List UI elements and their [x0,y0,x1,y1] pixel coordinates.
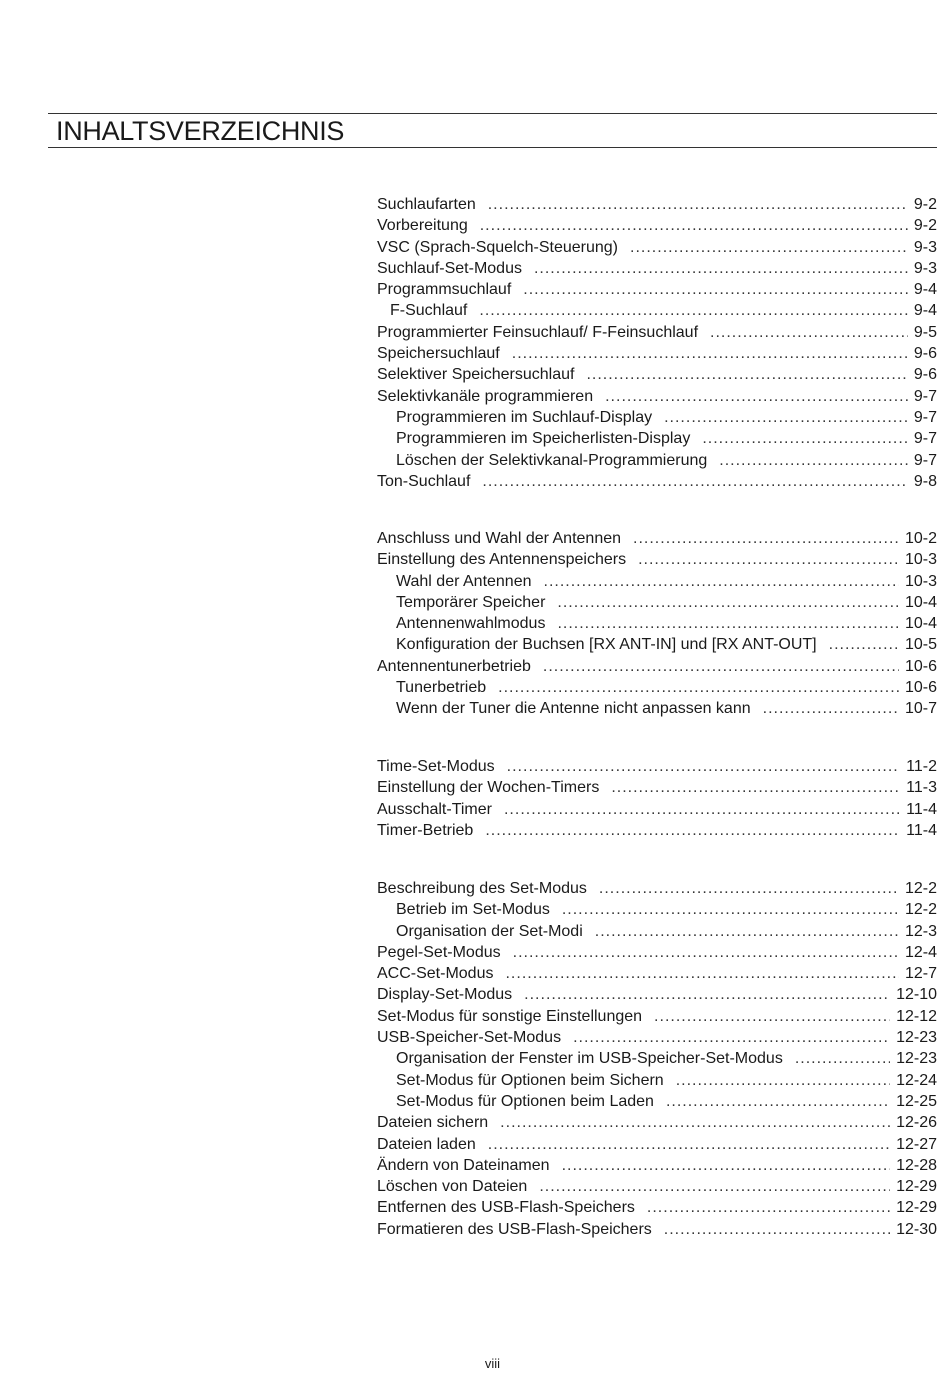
toc-entry[interactable] [377,215,937,236]
toc-entry[interactable] [377,1048,937,1069]
toc-entry-label: Beschreibung des Set-Modus [377,880,587,897]
toc-entry[interactable] [377,899,937,920]
toc-entry-page: 9-4 [913,281,937,299]
toc-entry[interactable] [377,471,937,492]
toc-entry[interactable] [377,963,937,984]
toc-entry-page: 12-4 [904,943,937,961]
dot-leader [763,698,899,719]
toc-entry-page: 12-23 [896,1029,937,1047]
toc-entry-page: 12-12 [896,1007,937,1025]
dot-leader [666,1091,890,1112]
toc-entry-label: Set-Modus für Optionen beim Sichern [396,1071,664,1089]
dot-leader [513,942,899,963]
toc-entry-label: Wahl der Antennen [396,572,532,590]
toc-entry-page: 10-3 [904,551,937,569]
toc-entry[interactable] [377,1197,937,1218]
dot-leader [524,984,890,1005]
dot-leader [676,1070,890,1091]
toc-entry-page: 10-2 [904,530,937,547]
dot-leader [557,613,899,634]
toc-entry[interactable] [377,942,937,963]
toc-entry-page: 12-25 [896,1092,937,1110]
toc-entry-page: 9-6 [913,366,937,384]
dot-leader [539,1176,890,1197]
toc-entry-label: Set-Modus für Optionen beim Laden [396,1092,654,1110]
toc-entry[interactable] [377,322,937,343]
dot-leader [664,1219,890,1240]
toc-entry-page: 9-4 [913,302,937,320]
dot-leader [479,300,908,321]
dot-leader [664,407,908,428]
toc-entry-page: 11-3 [906,779,937,797]
toc-entry-label: Löschen der Selektivkanal-Programmierung [396,451,708,469]
toc-entry-label: Betrieb im Set-Modus [396,901,550,919]
page-title: INHALTSVERZEICHNIS [56,116,345,146]
dot-leader [599,878,899,899]
toc-entry[interactable] [377,237,937,258]
toc-entry-label: Einstellung des Antennenspeichers [377,551,627,569]
toc-entry-label: Pegel-Set-Modus [377,943,501,961]
toc-entry-page: 9-7 [913,387,937,405]
toc-entry-label: Programmsuchlauf [377,281,512,299]
toc-entry-page: 11-2 [906,758,937,775]
dot-leader [482,471,907,492]
toc-entry[interactable] [377,300,937,321]
toc-entry-page: 12-10 [896,986,937,1004]
dot-leader [719,450,908,471]
toc-entry-page: 10-7 [904,700,937,718]
toc-entry-page: 12-29 [896,1178,937,1196]
toc-entry[interactable] [377,1112,937,1133]
toc-entry[interactable] [377,549,937,570]
dot-leader [702,428,908,449]
toc-entry-page: 9-7 [913,408,937,426]
toc-entry[interactable] [377,921,937,942]
dot-leader [557,592,899,613]
toc-entry-page: 12-23 [896,1050,937,1068]
toc-entry-label: Organisation der Set-Modi [396,922,583,940]
dot-leader [611,777,900,798]
toc-entry-page: 10-4 [904,615,937,633]
toc-entry-page: 12-28 [896,1156,937,1174]
dot-leader [498,677,899,698]
toc-entry[interactable] [377,756,937,777]
dot-leader [573,1027,890,1048]
toc-entry-label: Ändern von Dateinamen [377,1156,550,1174]
page-number: viii [484,1356,501,1371]
toc-entry-label: Set-Modus für sonstige Einstellungen [377,1007,643,1025]
toc-entry-label: Konfiguration der Buchsen [RX ANT-IN] und [RX ANT-OUT] [396,636,817,654]
toc-entry[interactable] [377,984,937,1005]
toc-entry-page: 9-3 [913,259,937,277]
toc-entry-label: Selektivkanäle programmieren [377,387,594,405]
toc-entry-label: Formatieren des USB-Flash-Speichers [377,1220,652,1238]
toc-entry-label: Display-Set-Modus [377,986,513,1004]
dot-leader [507,756,901,777]
toc-section-11 [377,756,937,841]
dot-leader [562,899,899,920]
toc-entry-page: 9-5 [913,323,937,341]
toc-entry-page: 9-2 [913,196,937,213]
dot-leader [500,1112,890,1133]
dot-leader [605,386,908,407]
toc-entry[interactable] [377,407,937,428]
toc-entry-page: 10-6 [904,679,937,697]
toc-entry[interactable] [377,1176,937,1197]
dot-leader [654,1006,890,1027]
toc-entry-page: 11-4 [906,821,937,839]
toc-entry[interactable] [377,528,937,549]
dot-leader [523,279,908,300]
toc-entry[interactable] [377,450,937,471]
toc-entry-label: ACC-Set-Modus [377,965,494,983]
toc-entry[interactable] [377,1070,937,1091]
dot-leader [504,799,900,820]
page-header [48,113,937,148]
toc-entry-label: Programmieren im Speicherlisten-Display [396,430,691,448]
toc-entry-label: Tunerbetrieb [396,679,487,697]
toc-entry-label: F-Suchlauf [390,302,468,320]
toc-entry-label: Löschen von Dateien [377,1178,528,1196]
toc-entry[interactable] [377,258,937,279]
toc-entry-label: Ausschalt-Timer [377,800,492,818]
toc-entry[interactable] [377,820,937,841]
dot-leader [505,963,898,984]
toc-entry[interactable] [377,799,937,820]
toc-entry-page: 10-3 [904,572,937,590]
dot-leader [488,1134,890,1155]
toc-entry[interactable] [377,571,937,592]
toc-entry[interactable] [377,777,937,798]
dot-leader [562,1155,891,1176]
toc-entry-label: Entfernen des USB-Flash-Speichers [377,1199,635,1217]
dot-leader [534,258,908,279]
toc-entry-label: Antennenwahlmodus [396,615,546,633]
toc-entry-label: Time-Set-Modus [377,758,495,775]
dot-leader [488,194,908,215]
toc-entry-label: Dateien laden [377,1135,476,1153]
toc-entry[interactable] [377,386,937,407]
dot-leader [543,656,899,677]
toc-entry[interactable] [377,1219,937,1240]
toc-entry[interactable] [377,194,937,215]
toc-entry-page: 9-6 [913,345,937,363]
toc-entry-label: Vorbereitung [377,217,468,235]
toc-entry[interactable] [377,1006,937,1027]
toc-entry-page: 10-5 [904,636,937,654]
toc-entry-label: Ton-Suchlauf [377,472,471,490]
toc-entry-page: 10-6 [904,657,937,675]
toc-entry-label: Timer-Betrieb [377,821,474,839]
dot-leader [795,1048,890,1069]
dot-leader [586,364,907,385]
dot-leader [630,237,908,258]
toc-entry-page: 9-7 [913,430,937,448]
toc-entry-page: 12-7 [904,965,937,983]
toc-entry-label: Suchlauf-Set-Modus [377,259,522,277]
toc-entry-label: Suchlaufarten [377,196,476,213]
toc-entry[interactable] [377,592,937,613]
toc-entry[interactable] [377,698,937,719]
dot-leader [485,820,900,841]
toc-entry-label: Programmierter Feinsuchlauf/ F-Feinsuchlauf [377,323,699,341]
dot-leader [633,528,899,549]
toc-entry-page: 9-3 [913,238,937,256]
toc-entry-page: 9-7 [913,451,937,469]
toc-entry[interactable] [377,1155,937,1176]
toc-entry[interactable] [377,677,937,698]
toc-entry[interactable] [377,428,937,449]
dot-leader [512,343,908,364]
toc-entry-label: Organisation der Fenster im USB-Speicher-Set-Modus [396,1050,783,1068]
toc-entry-label: Dateien sichern [377,1114,489,1132]
toc-entry-page: 12-29 [896,1199,937,1217]
toc-entry-page: 12-30 [896,1220,937,1238]
toc-entry-page: 12-26 [896,1114,937,1132]
toc-entry-page: 12-24 [896,1071,937,1089]
toc-entry[interactable] [377,878,937,899]
toc-entry-page: 12-27 [896,1135,937,1153]
dot-leader [480,215,908,236]
toc-entry-page: 11-4 [906,800,937,818]
toc-entry-page: 9-8 [913,472,937,490]
toc-entry[interactable] [377,634,937,655]
toc-entry-page: 12-3 [904,922,937,940]
dot-leader [638,549,899,570]
toc-entry-label: Anschluss und Wahl der Antennen [377,530,622,547]
dot-leader [544,571,899,592]
toc-entry-label: Wenn der Tuner die Antenne nicht anpassen kann [396,700,751,718]
toc-entry[interactable] [377,364,937,385]
toc-entry-label: Programmieren im Suchlauf-Display [396,408,653,426]
toc-entry-label: Selektiver Speichersuchlauf [377,366,575,384]
toc-entry[interactable] [377,1091,937,1112]
toc-entry-label: Einstellung der Wochen-Timers [377,779,600,797]
toc-section-9 [377,194,937,492]
dot-leader [647,1197,890,1218]
toc-entry-label: Temporärer Speicher [396,593,546,611]
toc-entry-label: USB-Speicher-Set-Modus [377,1029,562,1047]
toc-entry-page: 12-2 [904,901,937,919]
toc-entry[interactable] [377,613,937,634]
toc-entry-label: Speichersuchlauf [377,345,500,363]
toc-entry-label: Antennentunerbetrieb [377,657,531,675]
toc-entry-page: 9-2 [913,217,937,235]
toc-entry[interactable] [377,1027,937,1048]
toc-entry[interactable] [377,279,937,300]
dot-leader [829,634,899,655]
toc-section-10 [377,528,937,720]
dot-leader [595,921,899,942]
dot-leader [710,322,908,343]
toc-entry-page: 12-2 [904,880,937,897]
toc-entry[interactable] [377,1134,937,1155]
toc-entry[interactable] [377,343,937,364]
toc-section-12 [377,878,937,1240]
toc-entry-label: VSC (Sprach-Squelch-Steuerung) [377,238,619,256]
toc-entry[interactable] [377,656,937,677]
toc-entry-page: 10-4 [904,593,937,611]
